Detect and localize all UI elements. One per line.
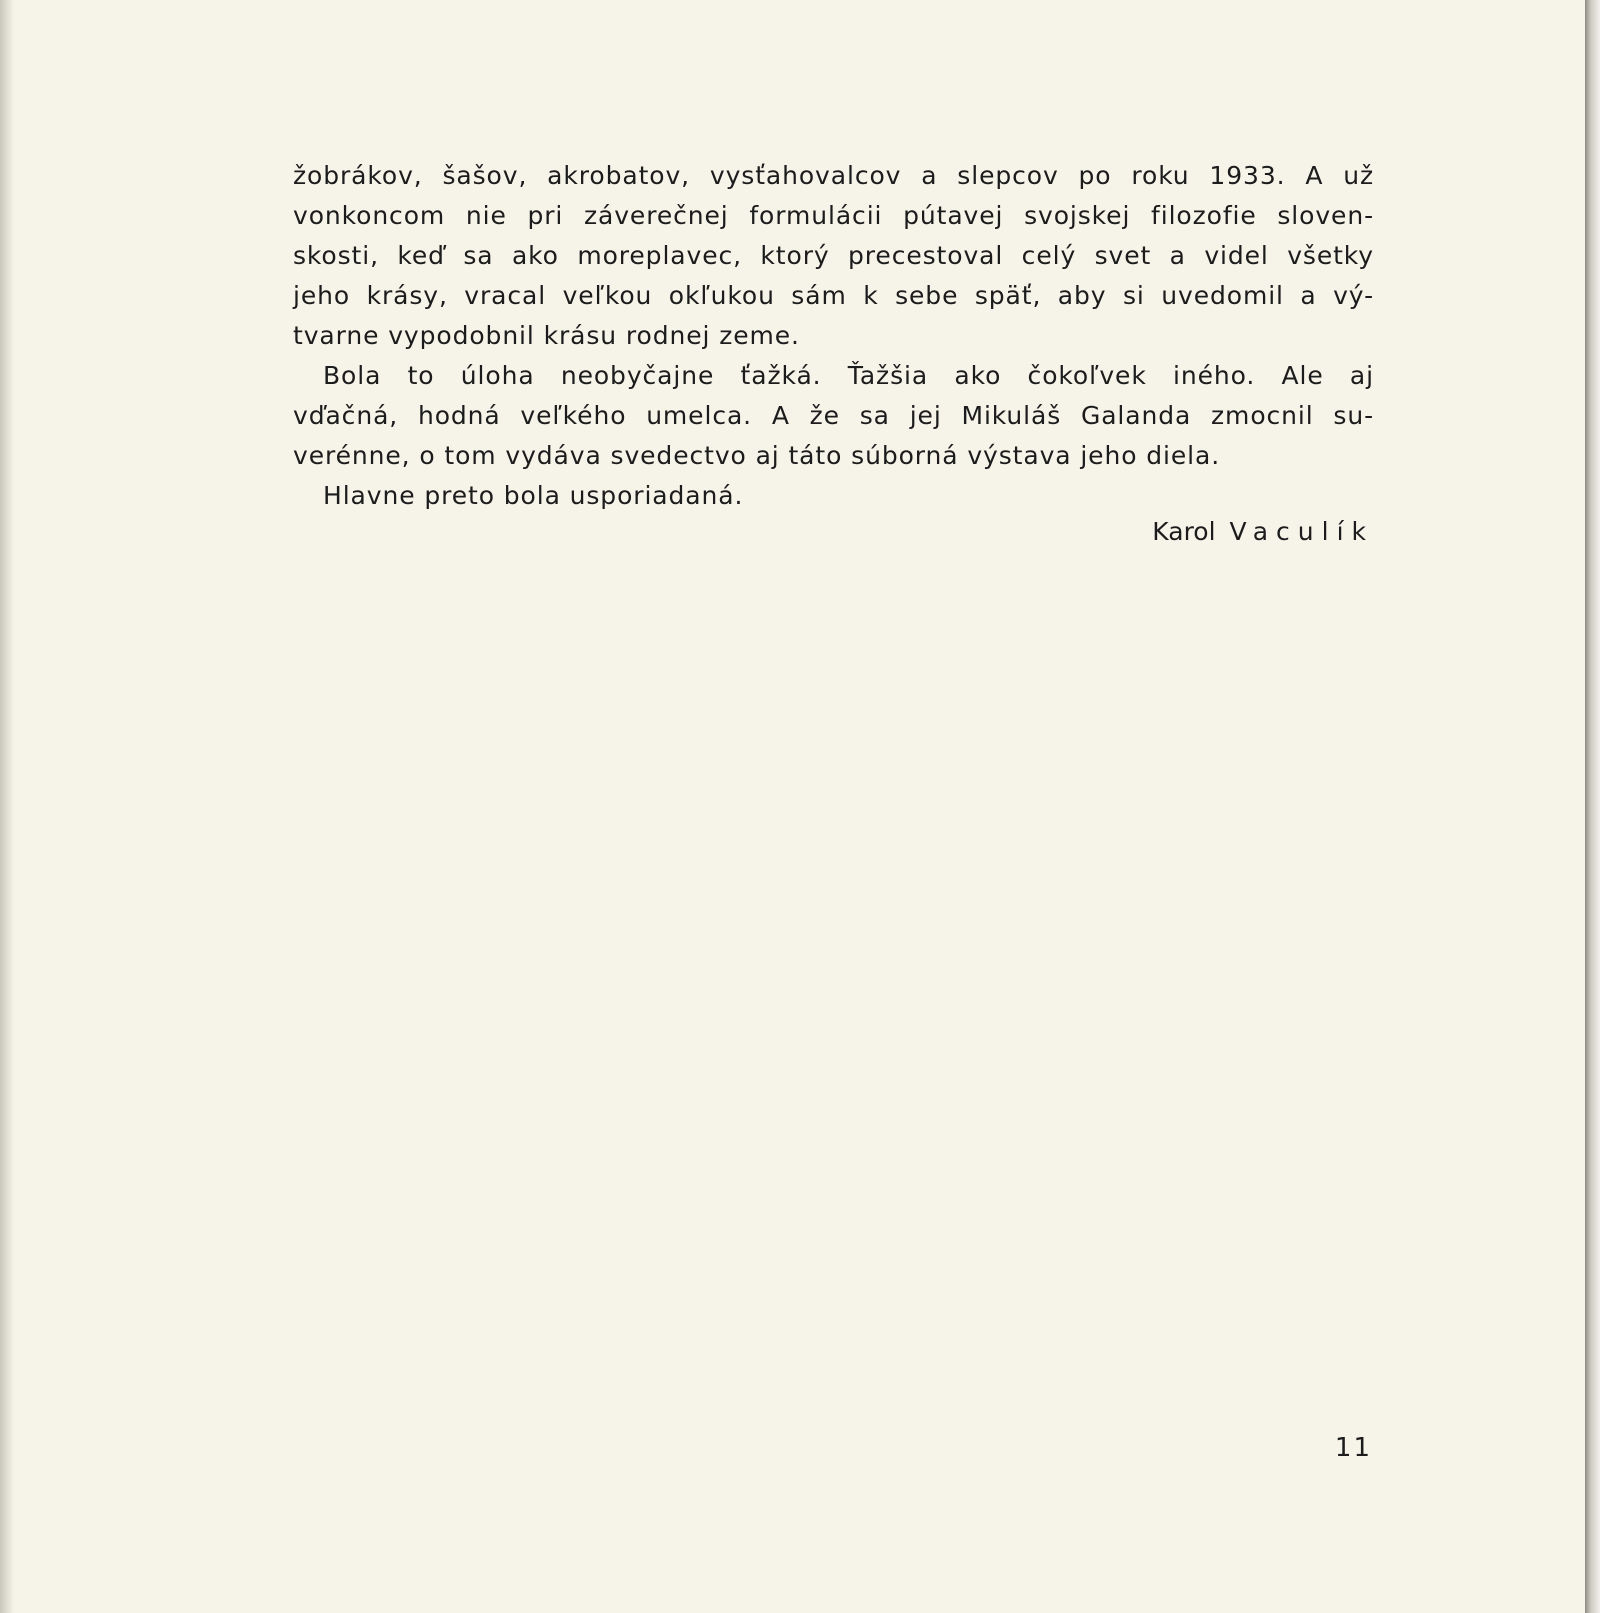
paragraph (293, 476, 1374, 516)
text-line: Bola to úloha neobyčajne ťažká. Ťažšia ako čokoľvek iného. Ale aj (323, 361, 1374, 390)
text-line: Hlavne preto bola usporiadaná. (323, 481, 744, 510)
text-line: vďačná, hodná veľkého umelca. A že sa jej Mikuláš Galanda zmocnil su- (293, 401, 1374, 430)
author-surname: Vaculík (1229, 517, 1374, 546)
author-signature (1010, 512, 1374, 552)
paragraph (293, 356, 1374, 476)
page-number: 11 (1334, 1433, 1372, 1463)
text-line: žobrákov, šašov, akrobatov, vysťahovalcov a slepcov po roku 1933. A už (293, 161, 1374, 190)
text-line: verénne, o tom vydáva svedectvo aj táto súborná výstava jeho diela. (293, 441, 1221, 470)
page-gutter-shadow (0, 0, 14, 1613)
paragraph (293, 156, 1374, 356)
text-line: skosti, keď sa ako moreplavec, ktorý precestoval celý svet a videl všetky (293, 241, 1374, 270)
text-line: jeho krásy, vracal veľkou okľukou sám k sebe späť, aby si uvedomil a vý- (293, 281, 1374, 310)
text-line: vonkoncom nie pri záverečnej formulácii pútavej svojskej filozofie sloven- (293, 201, 1374, 230)
author-first-name: Karol (1152, 517, 1216, 546)
body-text (293, 156, 1374, 516)
text-line: tvarne vypodobnil krásu rodnej zeme. (293, 321, 800, 350)
page-edge (1585, 0, 1600, 1613)
